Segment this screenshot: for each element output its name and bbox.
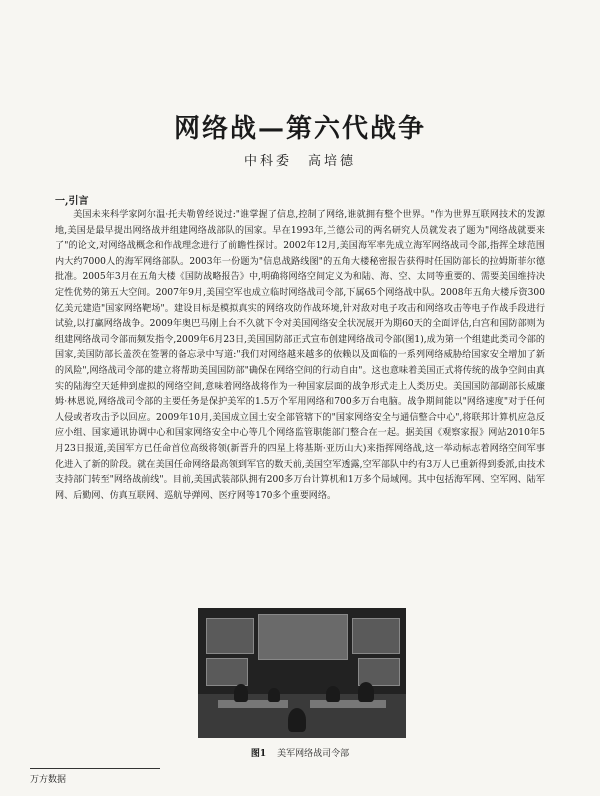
photo-wall-screen xyxy=(258,614,348,660)
article-title: 网络战—第六代战争 xyxy=(173,114,426,144)
photo-person xyxy=(268,688,280,702)
section-heading: 一,引言 xyxy=(55,196,89,207)
photo-desk xyxy=(310,700,386,708)
figure-caption xyxy=(0,746,600,759)
photo-person xyxy=(234,684,248,702)
figure-photo-command-center xyxy=(198,608,406,738)
footer-divider xyxy=(30,768,160,769)
photo-wall-screen xyxy=(352,618,400,654)
footer-watermark: 万方数据 xyxy=(30,775,67,785)
authors: 中科委 高培德 xyxy=(243,154,356,169)
photo-wall-screen xyxy=(206,618,254,654)
body-paragraph: 美国未来科学家阿尔温·托夫勒曾经说过:"谁掌握了信息,控制了网络,谁就拥有整个世界。"作为世界互联网技术的发源地,美国是最早提出网络战并组建网络战部队的国家。早在1993年,兰德公司的两名研究人员就发表了题为"网络战就要来了"的论文,对网络战概念和作战理念进行了前瞻性探讨。2002年12月,美国海军率先成立海军网络战司令部,指挥全球范围内大约7000人的海军网络部队。2003年一份题为"信息战路线图"的五角大楼秘密报告获得时任国防部长的拉姆斯菲尔德批准。2005年3月在五角大楼《国防战略报告》中,明确将网络空间定义为和陆、海、空、太同等重要的、需要美国维持决定性优势的第五大空间。2007年9月,美国空军也成立临时网络战司令部,下属65个网络战中队。2008年五角大楼斥资300亿美元建造"国家网络靶场"。建设目标是模拟真实的网络攻防作战环境,针对敌对电子攻击和网络攻击等电子作战手段进行试验,以打赢网络战争。2009年奥巴马刚上台不久就下令对美国网络安全状况展开为期60天的全面评估,白宫和国防部则为组建网络战司令部而频发指令,2009年6月23日,美国国防部正式宣布创建网络战司令部(图1),成为第一个组建此类司令部的国家,美国防部长盖茨在签署的备忘录中写道:"我们对网络越来越多的依赖以及面临的一系列网络威胁给国家安全增加了新的风险",网络战司令部的建立将帮助美国国防部"确保在网络空间的行动自由"。这也意味着美国正式将传统的战争空间由真实的陆海空天延伸到虚拟的网络空间,意味着网络战将作为一种国家层面的战争形式走上人类历史。美国国防部副部长威廉姆·林恩说,网络战司令部的主要任务是保护美军的1.5万个军用网络和700多万台电脑。战争期间能以"网络速度"对于任何人侵或者攻击予以回应。2009年10月,美国成立国土安全部管辖下的"国家网络安全与通信整合中心",将联邦计算机应急反应小组、国家通讯协调中心和国家网络安全中心等几个网络监管职能部门整合在一起。据美国《观察家报》网站2010年5月23日报道,美国军方已任命首位高级将领(新晋升的四星上将基斯·亚历山大)来指挥网络战,这一举动标志着网络空间军事化进入了新的阶段。就在美国任命网络最高领到军官的数天前,美国空军透露,空军部队中约有3万人已重新得到委派,由技术支持部门转至"网络战前线"。目前,美国武装部队拥有200多万台计算机和1万多个局域网。其中包括海军网、空军网、陆军网、后勤网、仿真互联网、巡航导弹网、医疗网等170多个重要网络。 xyxy=(55,210,545,501)
photo-person xyxy=(288,708,306,732)
figure-caption-text: 美军网络战司令部 xyxy=(277,749,350,759)
photo-wall-screen xyxy=(206,658,248,686)
photo-person xyxy=(326,686,340,702)
photo-person xyxy=(358,682,374,702)
figure-label: 图1 xyxy=(250,749,267,759)
